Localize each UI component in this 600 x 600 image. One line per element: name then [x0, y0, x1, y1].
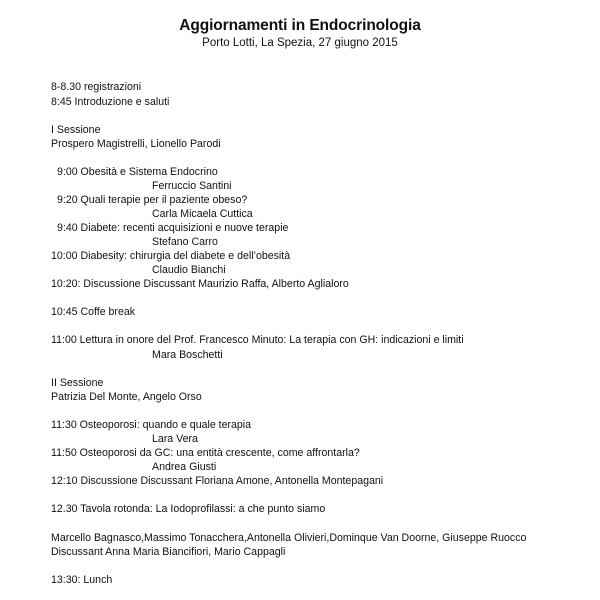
page-subtitle: Porto Lotti, La Spezia, 27 giugno 2015	[202, 37, 398, 49]
session2-discussion: 12:10 Discussione Discussant Floriana Amone, Antonella Montepagani	[51, 475, 384, 487]
talk-speaker: Carla Micaela Cuttica	[152, 208, 253, 220]
talk-time-title: 9:00 Obesità e Sistema Endocrino	[57, 166, 218, 178]
talk-time-title: 10:00 Diabesity: chirurgia del diabete e dell’obesità	[51, 250, 291, 262]
talk-speaker: Stefano Carro	[152, 236, 218, 248]
round-table: 12.30 Tavola rotonda: La Iodoprofilassi: a che punto siamo	[51, 503, 326, 515]
talk-speaker: Andrea Giusti	[152, 461, 217, 473]
lunch: 13:30: Lunch	[51, 574, 113, 586]
session1-discussion: 10:20: Discussione Discussant Maurizio Raffa, Alberto Aglialoro	[51, 278, 349, 290]
panelists: Marcello Bagnasco,Massimo Tonacchera,Antonella Olivieri,Dominque Van Doorne, Giuseppe Ruocco	[51, 532, 527, 544]
talk-time-title: 11:30 Osteoporosi: quando e quale terapia	[51, 419, 252, 431]
coffee-break: 10:45 Coffe break	[51, 306, 136, 318]
lecture-title: 11:00 Lettura in onore del Prof. Francesco Minuto: La terapia con GH: indicazioni e limiti	[51, 334, 464, 346]
session2-chairs: Patrizia Del Monte, Angelo Orso	[51, 391, 202, 403]
registration-line: 8-8.30 registrazioni	[51, 81, 142, 93]
session1-chairs: Prospero Magistrelli, Lionello Parodi	[51, 138, 221, 150]
lecture-speaker: Mara Boschetti	[152, 349, 223, 361]
talk-speaker: Lara Vera	[152, 433, 198, 445]
talk-time-title: 9:20 Quali terapie per il paziente obeso?	[57, 194, 248, 206]
talk-time-title: 9:40 Diabete: recenti acquisizioni e nuove terapie	[57, 222, 289, 234]
page-title: Aggiornamenti in Endocrinologia	[179, 17, 421, 34]
discussants: Discussant Anna Maria Biancifiori, Mario Cappagli	[51, 546, 286, 558]
talk-speaker: Claudio Bianchi	[152, 264, 226, 276]
session2-title: II Sessione	[51, 377, 104, 389]
session1-title: I Sessione	[51, 124, 101, 136]
talk-speaker: Ferruccio Santini	[152, 180, 232, 192]
talk-time-title: 11:50 Osteoporosi da GC: una entità crescente, come affrontarla?	[51, 447, 360, 459]
intro-line: 8:45 Introduzione e saluti	[51, 96, 170, 108]
